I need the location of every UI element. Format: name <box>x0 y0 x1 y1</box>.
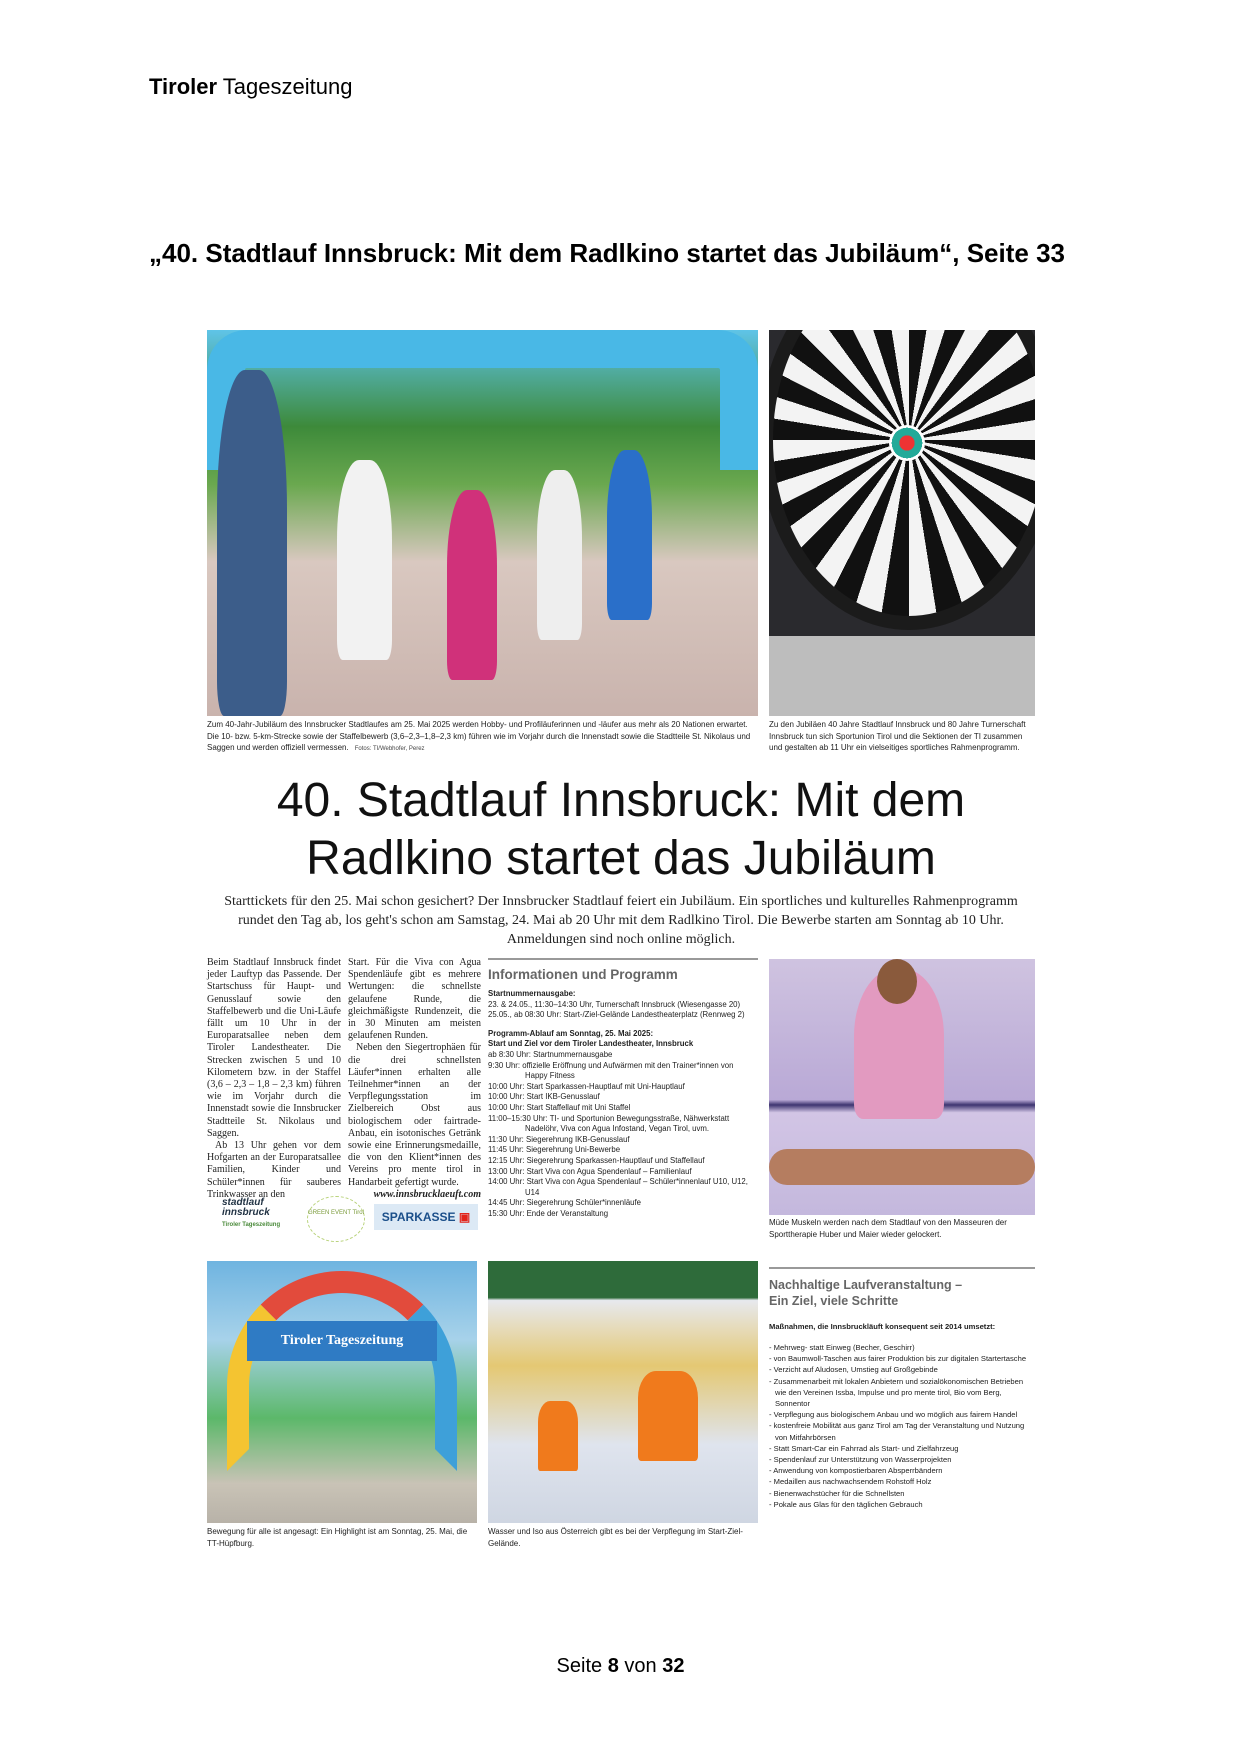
runner <box>337 460 392 660</box>
logo-subtext: Tiroler Tageszeitung <box>222 1222 281 1228</box>
article-headline <box>207 772 1035 888</box>
volunteer <box>638 1371 698 1461</box>
logo-text: stadtlauf innsbruck <box>222 1197 270 1218</box>
measure-item: - Statt Smart-Car ein Fahrrad als Start- und Zielfahrzeug <box>769 1443 959 1453</box>
current-page: 8 <box>607 1655 619 1677</box>
programme-item: 10:00 Uhr: Start Staffellauf mit Uni Staffel <box>488 1102 631 1112</box>
info-label: Startnummernausgabe: <box>488 989 576 998</box>
document-title: „40. Stadtlauf Innsbruck: Mit dem Radlkino startet das Jubiläum“, Seite 33 <box>149 238 1065 268</box>
title-line: Nachhaltige Laufveranstaltung – <box>769 1278 963 1292</box>
info-label: Programm-Ablauf am Sonntag, 25. Mai 2025: <box>488 1028 654 1038</box>
info-label: Start und Ziel vor dem Tiroler Landestheater, Innsbruck <box>488 1039 694 1049</box>
measure-item: - Bienenwachstücher für die Schnellsten <box>769 1488 905 1498</box>
sustainability-title <box>769 1277 1035 1309</box>
website-link[interactable]: www.innsbrucklaeuft.com <box>373 1188 481 1200</box>
runner <box>607 450 652 620</box>
article-column <box>207 957 341 1201</box>
footer-text: Seite <box>556 1655 603 1677</box>
dart-board <box>769 330 1035 630</box>
measure-item: - Verpflegung aus biologischem Anbau und wo möglich aus fairem Handel <box>769 1410 1018 1420</box>
runner <box>537 470 582 640</box>
info-line: 25.05., ab 08:30 Uhr: Start-/Ziel-Gelände Landestheaterplatz (Rennweg 2) <box>488 1010 745 1020</box>
info-line: 23. & 24.05., 11:30–14:30 Uhr, Turnerschaft Innsbruck (Wiesengasse 20) <box>488 999 741 1009</box>
castle-banner: Tiroler Tageszeitung <box>247 1321 437 1361</box>
programme-item: 11:00–15:30 Uhr: TI- und Sportunion Bewegungsstraße, Nähwerkstatt Nadelöhr, Viva con Agua Infostand, Vegan Tirol, uvm. <box>488 1113 730 1134</box>
photo-caption <box>207 719 758 756</box>
sparkasse-logo <box>374 1204 478 1230</box>
article-column <box>348 957 481 1201</box>
masseuse-head <box>877 959 917 1004</box>
photo-refreshment-station <box>488 1261 758 1523</box>
caption-text: Zum 40-Jahr-Jubiläum des Innsbrucker Stadtlaufes am 25. Mai 2025 werden Hobby- und Profiläuferinnen und -läufer aus mehr als 20 Nationen erwartet. Die 10- bzw. 5-km-Strecke sowie der Staffelbewerb (3,6–2,3–1,8–2,3 km) führen wie im Vorjahr durch die Innenstadt sowie die Stadtteile St. Nikolaus und Saggen und werden offiziell vermessen. <box>207 720 751 752</box>
info-box <box>488 958 758 1219</box>
paragraph: Ab 13 Uhr gehen vor dem Hofgarten an der Europaratsallee Familien, Kinder und Schüler*innen für sauberes Trinkwasser an den <box>207 1140 341 1200</box>
runner <box>447 490 497 680</box>
photo-credit: Fotos: TI/Webhofer, Perez <box>354 746 425 752</box>
photo-massage <box>769 959 1035 1215</box>
programme-item: 11:30 Uhr: Siegerehrung IKB-Genusslauf <box>488 1134 630 1144</box>
brand-bold: Tiroler <box>149 74 218 99</box>
headline-line: Radlkino startet das Jubiläum <box>306 832 936 885</box>
programme-item: 14:45 Uhr: Siegerehrung Schüler*innenläufe <box>488 1198 642 1208</box>
ground <box>769 636 1035 716</box>
programme-item: 9:30 Uhr: offizielle Eröffnung und Aufwärmen mit den Trainer*innen von Happy Fitness <box>488 1060 734 1081</box>
bullseye <box>889 425 925 461</box>
programme-item: 12:15 Uhr: Siegerehrung Sparkassen-Hauptlauf und Staffellauf <box>488 1155 705 1165</box>
headline-line: 40. Stadtlauf Innsbruck: Mit dem <box>276 774 966 827</box>
sustainability-lead: Maßnahmen, die Innsbruckläuft konsequent seit 2014 umsetzt: <box>769 1322 996 1331</box>
measure-item: - von Baumwoll-Taschen aus fairer Produktion bis zur digitalen Startertasche <box>769 1354 1027 1364</box>
sponsor-logos <box>207 1194 482 1244</box>
photo-bouncy-castle <box>207 1261 477 1523</box>
spectator <box>217 370 287 716</box>
paragraph: Start. Für die Viva con Agua Spendenläufe gibt es mehrere Wertungen: die schnellste gelaufene Runde, die gleichmäßigste Rundenzeit, die in 30 Minuten am meisten gelaufenen Runden. <box>348 957 481 1042</box>
paragraph: Beim Stadtlauf Innsbruck findet jeder Lauftyp das Passende. Der Startschuss für Haupt- und Genusslauf sowie den Staffelbewerb und die Uni-Läufe fällt um 10 Uhr in der Europaratsallee neben dem Tiroler Landestheater. Die Strecken zwischen 5 und 10 Kilometern bzw. in der Staffel (3,6 – 2,3 – 1,8 – 2,3 km) führen wie im Vorjahr durch die Innenstadt sowie die Innsbrucker Stadtteile St. Nikolaus und Saggen. <box>207 957 341 1139</box>
paragraph: Neben den Siegertrophäen für die drei schnellsten Läufer*innen erhalten alle Teilnehmer*innen an der Verpflegungsstation im Zielbereich Obst aus biologischem oder fairtrade-Anbau, ein isotonisches Getränk sowie eine Erinnerungsmedaille, die von den Klient*innen des Vereins pro mente tirol in Handarbeit gefertigt wurde. <box>348 1042 481 1188</box>
programme-item: ab 8:30 Uhr: Startnummernausgabe <box>488 1049 613 1059</box>
green-event-logo: GREEN EVENT Tirol <box>307 1196 365 1242</box>
programme-item: 13:00 Uhr: Start Viva con Agua Spendenlauf – Familienlauf <box>488 1166 692 1176</box>
footer-text: von <box>624 1655 657 1677</box>
measure-item: - Anwendung von kompostierbaren Absperrbändern <box>769 1466 943 1476</box>
photo-caption: Müde Muskeln werden nach dem Stadtlauf von den Masseuren der Sporttherapie Huber und Maier wieder gelockert. <box>769 1218 1007 1239</box>
measure-item: - Mehrweg- statt Einweg (Becher, Geschirr) <box>769 1343 915 1352</box>
photo-dart-board <box>769 330 1035 716</box>
sparkasse-s-icon: ▣ <box>458 1210 471 1224</box>
volunteer <box>538 1401 578 1471</box>
photo-caption: Wasser und Iso aus Österreich gibt es bei der Verpflegung im Start-Ziel-Gelände. <box>488 1527 743 1548</box>
publication-name <box>149 74 352 100</box>
brand-regular: Tageszeitung <box>222 74 353 99</box>
measure-item: - Zusammenarbeit mit lokalen Anbietern und sozialökonomischen Betrieben wie den Vereinen Issba, Impulse und pro mente tirol, Bio vom Berg, Sonnentor <box>769 1376 1024 1409</box>
measure-item: - kostenfreie Mobilität aus ganz Tirol am Tag der Veranstaltung und Nutzung von Mitfahrbörsen <box>769 1421 1025 1442</box>
measures-list <box>769 1342 1035 1510</box>
programme-item: 15:30 Uhr: Ende der Veranstaltung <box>488 1208 609 1218</box>
leg <box>769 1149 1035 1185</box>
photo-caption: Zu den Jubiläen 40 Jahre Stadtlauf Innsbruck und 80 Jahre Turnerschaft Innsbruck tun sich Sportunion Tirol und die Sektionen der TI zusammen und gestalten ab 11 Uhr ein vielseitiges sportliches Rahmenprogramm. <box>769 720 1026 752</box>
start-arch <box>207 330 758 470</box>
photo-caption: Bewegung für alle ist angesagt: Ein Highlight ist am Sonntag, 25. Mai, die TT-Hüpfburg. <box>207 1527 468 1548</box>
logo-text: SPARKASSE <box>381 1210 456 1224</box>
measure-item: - Pokale aus Glas für den täglichen Gebrauch <box>769 1499 923 1509</box>
stadtlauf-logo <box>212 1198 290 1240</box>
programme-item: 10:00 Uhr: Start IKB-Genusslauf <box>488 1092 600 1102</box>
measure-item: - Verzicht auf Aludosen, Umstieg auf Großgebinde <box>769 1365 938 1375</box>
total-pages: 32 <box>662 1655 685 1677</box>
measure-item: - Spendenlauf zur Unterstützung von Wasserprojekten <box>769 1455 952 1465</box>
photo-runners-start <box>207 330 758 716</box>
title-line: Ein Ziel, viele Schritte <box>769 1294 899 1308</box>
rainbow-arch <box>227 1271 457 1471</box>
measure-item: - Medaillen aus nachwachsendem Rohstoff Holz <box>769 1477 932 1487</box>
programme-item: 11:45 Uhr: Siegerehrung Uni-Bewerbe <box>488 1145 621 1155</box>
programme-item: 10:00 Uhr: Start Sparkassen-Hauptlauf mit Uni-Hauptlauf <box>488 1081 685 1091</box>
programme-list <box>488 1050 758 1220</box>
sustainability-box <box>769 1267 1035 1510</box>
info-title: Informationen und Programm <box>488 967 678 982</box>
article-intro: Starttickets für den 25. Mai schon gesichert? Der Innsbrucker Stadtlauf feiert ein Jubiläum. Ein sportliches und kulturelles Rahmenprogramm rundet den Tag ab, los geht's schon am Samstag, 24. Mai ab 20 Uhr mit dem Radlkino Tirol. Die Bewerbe starten am Sonntag ab 10 Uhr. Anmeldungen sind noch online möglich. <box>224 894 1018 947</box>
page-footer <box>0 1655 1241 1678</box>
programme-item: 14:00 Uhr: Start Viva con Agua Spendenlauf – Schüler*innenlauf U10, U12, U14 <box>488 1177 748 1197</box>
